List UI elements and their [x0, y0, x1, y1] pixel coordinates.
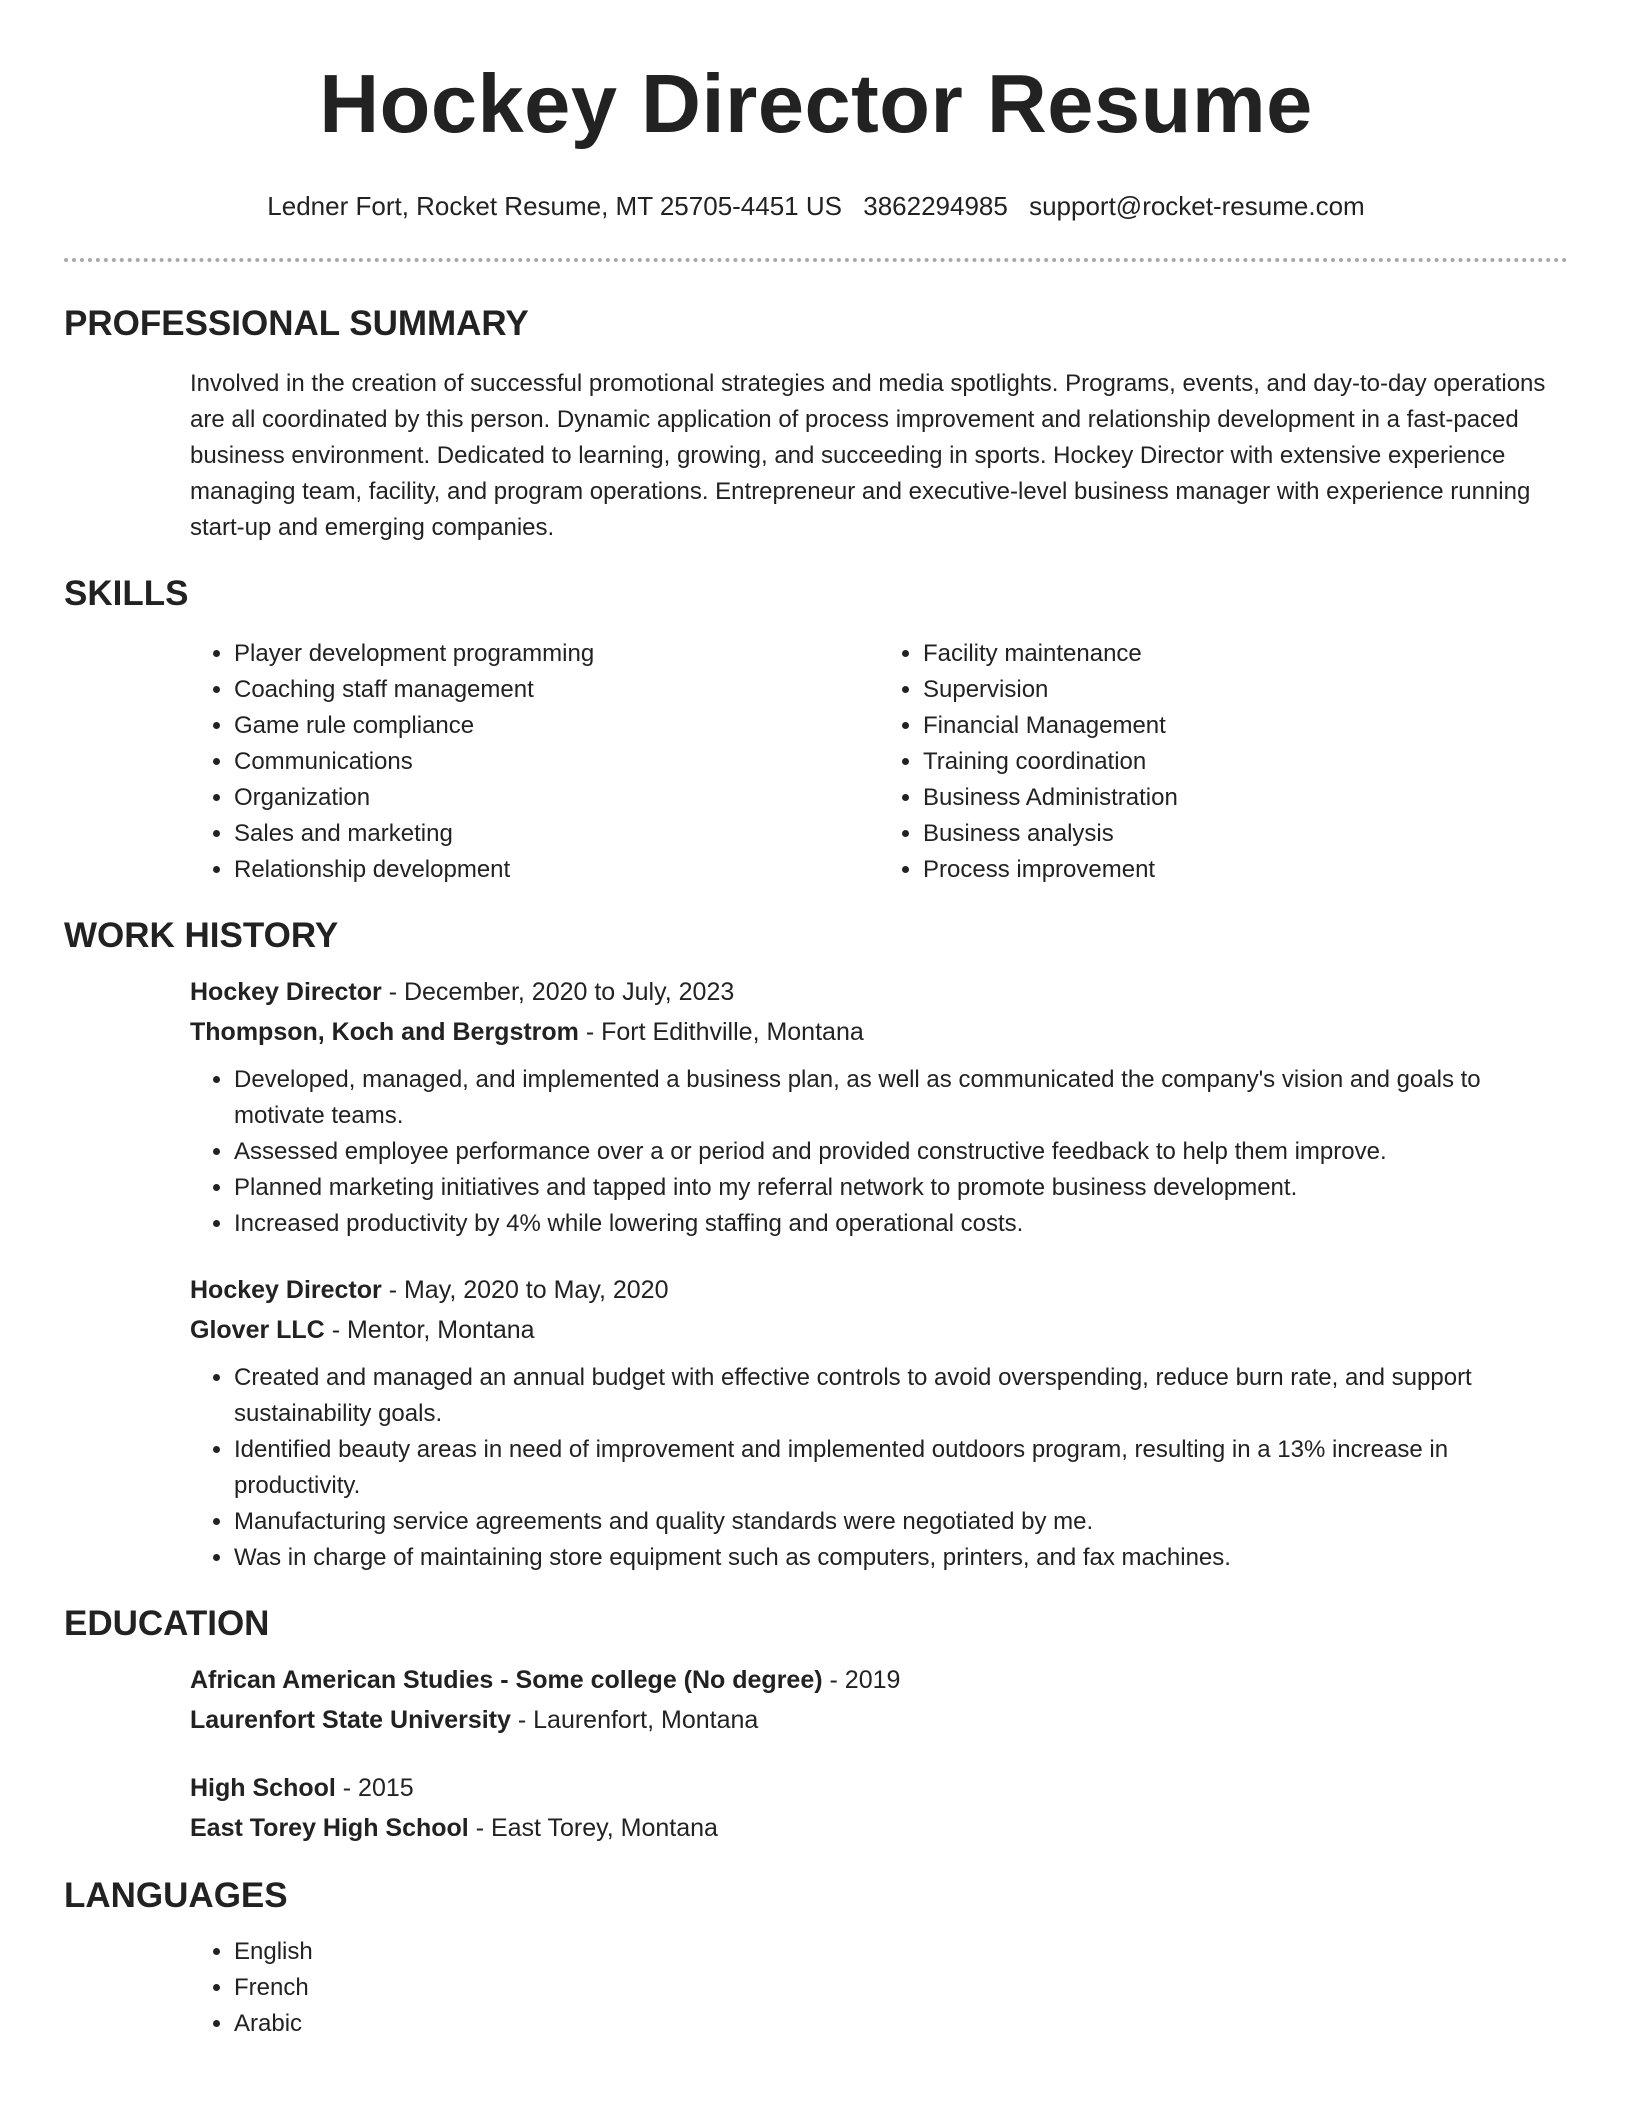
job-bullets [190, 1062, 1568, 1242]
skill-item: • Process improvement [923, 852, 1568, 888]
languages-list [190, 1934, 1568, 2042]
education-year: - 2019 [822, 1666, 901, 1694]
header-divider [64, 258, 1568, 262]
education-degree-line [190, 1768, 1568, 1808]
skill-item: • Training coordination [923, 744, 1568, 780]
job-title-line [190, 1270, 1568, 1310]
skill-item: • Financial Management [923, 708, 1568, 744]
job-bullets [190, 1360, 1568, 1576]
education-degree: High School [190, 1774, 336, 1802]
skill-item: • Communications [234, 744, 879, 780]
job-entry [190, 972, 1568, 1242]
contact-line [0, 190, 1632, 222]
job-dates: - December, 2020 to July, 2023 [381, 978, 735, 1006]
skills-heading: SKILLS [64, 574, 189, 613]
education-school-line [190, 1700, 1568, 1740]
skill-item: • Supervision [923, 672, 1568, 708]
job-bullet: • Developed, managed, and implemented a business plan, as well as communicated the company's vision and goals to motivate teams. [234, 1062, 1568, 1134]
job-bullet: • Manufacturing service agreements and quality standards were negotiated by me. [234, 1504, 1568, 1540]
language-item: • English [234, 1934, 1568, 1970]
job-location: - Fort Edithville, Montana [578, 1018, 864, 1046]
skill-item: • Coaching staff management [234, 672, 879, 708]
job-bullet: • Assessed employee performance over a or period and provided constructive feedback to help them improve. [234, 1134, 1568, 1170]
skill-item: • Game rule compliance [234, 708, 879, 744]
skills-column-right [879, 636, 1568, 888]
skill-item: • Player development programming [234, 636, 879, 672]
education-entry [190, 1768, 1568, 1848]
work-heading: WORK HISTORY [64, 916, 339, 955]
languages-heading: LANGUAGES [64, 1876, 288, 1915]
language-item: • French [234, 1970, 1568, 2006]
job-bullet: • Was in charge of maintaining store equipment such as computers, printers, and fax machines. [234, 1540, 1568, 1576]
education-school: East Torey High School [190, 1814, 469, 1842]
job-bullet: • Planned marketing initiatives and tapped into my referral network to promote business development. [234, 1170, 1568, 1206]
summary-heading: PROFESSIONAL SUMMARY [64, 304, 529, 343]
contact-address: Ledner Fort, Rocket Resume, MT 25705-4451 US [267, 191, 842, 221]
job-role: Hockey Director [190, 978, 382, 1006]
job-company: Thompson, Koch and Bergstrom [190, 1018, 579, 1046]
skills-list [190, 636, 1568, 888]
skills-section [64, 572, 1568, 888]
education-section [64, 1602, 1568, 1848]
education-location: - East Torey, Montana [468, 1814, 718, 1842]
resume-header [0, 0, 1632, 222]
job-company-line [190, 1310, 1568, 1350]
work-section [64, 914, 1568, 1576]
education-year: - 2015 [335, 1774, 414, 1802]
job-bullet: • Created and managed an annual budget with effective controls to avoid overspending, reduce burn rate, and support sustainability goals. [234, 1360, 1568, 1432]
job-bullet: • Identified beauty areas in need of improvement and implemented outdoors program, resulting in a 13% increase in productivity. [234, 1432, 1568, 1504]
skill-item: • Business analysis [923, 816, 1568, 852]
job-company: Glover LLC [190, 1316, 325, 1344]
education-school-line [190, 1808, 1568, 1848]
languages-section [64, 1874, 1568, 2042]
education-heading: EDUCATION [64, 1604, 270, 1643]
education-degree: African American Studies - Some college (No degree) [190, 1666, 823, 1694]
job-entry [190, 1270, 1568, 1576]
skill-item: • Business Administration [923, 780, 1568, 816]
skill-item: • Facility maintenance [923, 636, 1568, 672]
contact-phone: 3862294985 [863, 191, 1008, 221]
job-bullet: • Increased productivity by 4% while lowering staffing and operational costs. [234, 1206, 1568, 1242]
job-role: Hockey Director [190, 1276, 382, 1304]
skill-item: • Sales and marketing [234, 816, 879, 852]
language-item: • Arabic [234, 2006, 1568, 2042]
education-degree-line [190, 1660, 1568, 1700]
summary-section [64, 302, 1568, 546]
job-title-line [190, 972, 1568, 1012]
education-school: Laurenfort State University [190, 1706, 511, 1734]
job-location: - Mentor, Montana [324, 1316, 535, 1344]
job-dates: - May, 2020 to May, 2020 [381, 1276, 669, 1304]
summary-text: Involved in the creation of successful promotional strategies and media spotlights. Programs, events, and day-to-day operations are all coordinated by this person. Dynamic application of process improvement and relationship development in a fast-paced business environment. Dedicated to learning, growing, and succeeding in sports. Hockey Director with extensive experience managing team, facility, and program operations. Entrepreneur and executive-level business manager with experience running start-up and emerging companies. [190, 370, 1546, 541]
skill-item: • Organization [234, 780, 879, 816]
skills-column-left [190, 636, 879, 888]
skill-item: • Relationship development [234, 852, 879, 888]
education-entry [190, 1660, 1568, 1740]
resume-title: Hockey Director Resume [319, 57, 1313, 150]
contact-email: support@rocket-resume.com [1029, 191, 1365, 221]
job-company-line [190, 1012, 1568, 1052]
education-location: - Laurenfort, Montana [510, 1706, 759, 1734]
